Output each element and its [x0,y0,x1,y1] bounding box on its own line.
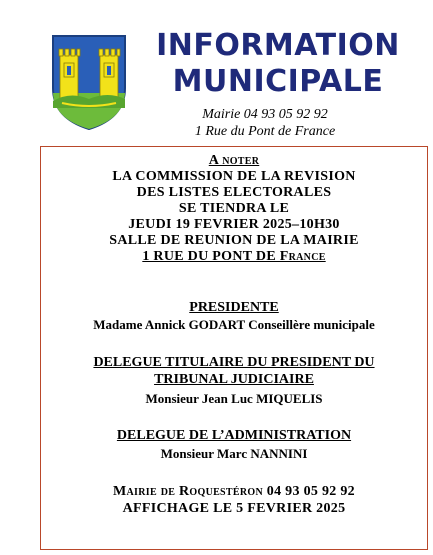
page-title-line1: INFORMATION [156,28,400,63]
notice-box [40,146,428,550]
page-title-line2: MUNICIPALE [172,64,384,99]
role-person-delegue-administration: Monsieur Marc NANNINI [160,446,308,461]
role-title-delegue-titulaire-2: TRIBUNAL JUDICIAIRE [154,372,314,387]
footer-mairie-phone: Mairie de Roquestéron 04 93 05 92 92 [113,484,355,499]
role-title-presidente: PRESIDENTE [189,300,279,315]
notice-line-3: SE TIENDRA LE [178,201,290,216]
role-title-delegue-administration: DELEGUE DE L’ADMINISTRATION [116,428,352,443]
notice-date: JEUDI 19 FEVRIER 2025–10H30 [128,217,340,232]
footer-affichage-date: AFFICHAGE LE 5 FEVRIER 2025 [122,501,346,516]
role-person-delegue-titulaire: Monsieur Jean Luc MIQUELIS [145,391,323,406]
notice-line-2: DES LISTES ELECTORALES [136,185,332,200]
mairie-phone: Mairie 04 93 05 92 92 [202,107,328,122]
notice-line-1: LA COMMISSION DE LA REVISION [112,169,356,184]
role-person-presidente: Madame Annick GODART Conseillère municipale [93,317,375,332]
a-noter-heading: A noter [208,153,260,168]
role-title-delegue-titulaire-1: DELEGUE TITULAIRE DU PRESIDENT DU [93,355,375,370]
notice-address: 1 RUE DU PONT DE France [142,249,326,264]
mairie-address: 1 Rue du Pont de France [194,124,336,139]
coat-of-arms-icon [50,33,128,131]
notice-location: SALLE DE REUNION DE LA MAIRIE [109,233,359,248]
